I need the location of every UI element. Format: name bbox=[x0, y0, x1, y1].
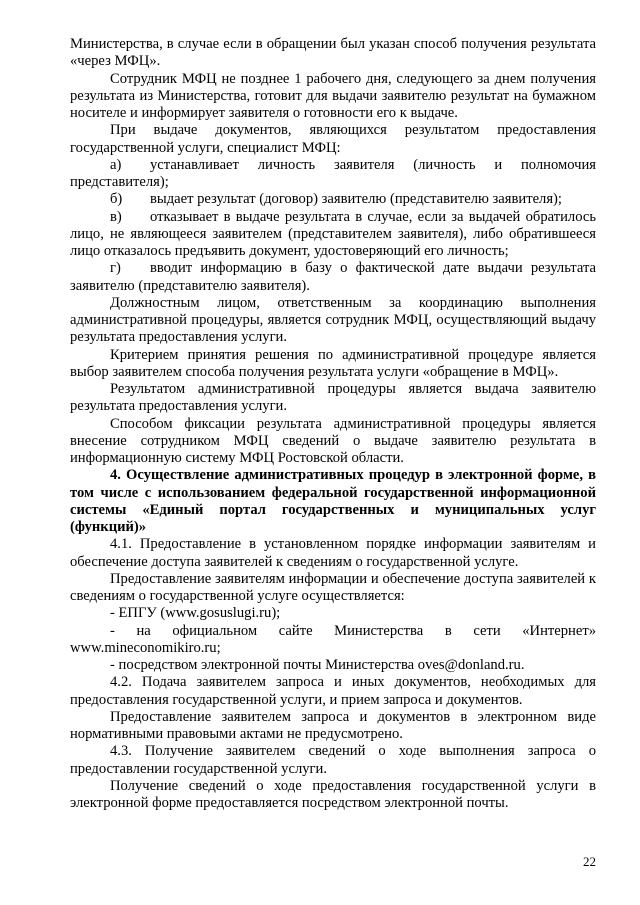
paragraph: Сотрудник МФЦ не позднее 1 рабочего дня, следующего за днем получения результата из Министерства, готовит для выдачи заявителю результат на бумажном носителе и информирует заявителя о готовности его к выдаче. bbox=[70, 70, 596, 121]
paragraph: - ЕПГУ (www.gosuslugi.ru); bbox=[110, 605, 281, 622]
section-heading: 4. Осуществление административных процедур в электронной форме, в том числе с использованием федеральной государственной информационной системы «Единый портал государственных и муниципальных услуг (функций)» bbox=[70, 467, 596, 535]
paragraph: 4.3. Получение заявителем сведений о ходе выполнения запроса о предоставлении государственной услуги. bbox=[70, 743, 596, 777]
paragraph: Министерства, в случае если в обращении был указан способ получения результата «через МФЦ». bbox=[70, 36, 596, 70]
list-item bbox=[70, 209, 596, 261]
list-item-text: устанавливает личность заявителя (личность и полномочия представителя); bbox=[70, 156, 596, 190]
paragraph: Должностным лицом, ответственным за координацию выполнения административной процедуры, является сотрудник МФЦ, осуществляющий выдачу результата предоставления услуги. bbox=[70, 294, 596, 346]
paragraph: 4.2. Подача заявителем запроса и иных документов, необходимых для предоставления государственной услуги, и прием запроса и документов. bbox=[70, 674, 596, 708]
list-marker: в) bbox=[110, 208, 122, 225]
page-number: 22 bbox=[583, 854, 596, 869]
list-marker: б) bbox=[110, 191, 123, 208]
paragraph: При выдаче документов, являющихся результатом предоставления государственной услуги, специалист МФЦ: bbox=[70, 122, 596, 156]
paragraph: Получение сведений о ходе предоставления государственной услуги в электронной форме предоставляется посредством электронной почты. bbox=[70, 777, 596, 811]
list-item-text: выдает результат (договор) заявителю (представителю заявителя); bbox=[150, 191, 562, 208]
paragraph: Критерием принятия решения по административной процедуре является выбор заявителем способа получения результата услуги «обращение в МФЦ». bbox=[70, 346, 596, 380]
paragraph: 4.1. Предоставление в установленном порядке информации заявителям и обеспечение доступа заявителей к сведениям о государственной услуге. bbox=[70, 536, 596, 570]
list-marker: г) bbox=[110, 260, 121, 277]
list-item bbox=[70, 157, 596, 192]
document-body bbox=[70, 36, 596, 812]
paragraph: Результатом административной процедуры является выдача заявителю результата предоставления услуги. bbox=[70, 381, 596, 415]
list-marker: а) bbox=[110, 156, 122, 173]
list-item bbox=[70, 191, 596, 208]
paragraph: Предоставление заявителем запроса и документов в электронном виде нормативными правовыми актами не предусмотрено. bbox=[70, 708, 596, 742]
paragraph: - на официальном сайте Министерства в сети «Интернет» www.mineconomikiro.ru; bbox=[70, 622, 596, 656]
paragraph: Предоставление заявителям информации и обеспечение доступа заявителей к сведениям о государственной услуге осуществляется: bbox=[70, 570, 596, 604]
paragraph: - посредством электронной почты Министерства oves@donland.ru. bbox=[110, 657, 525, 673]
paragraph: Способом фиксации результата административной процедуры является внесение сотрудником МФЦ сведений о выдаче заявителю результата в информационную систему МФЦ Ростовской области. bbox=[70, 415, 596, 466]
list-item bbox=[70, 260, 596, 295]
list-item-text: вводит информацию в базу о фактической дате выдачи результата заявителю (представителю заявителя). bbox=[70, 260, 596, 294]
list-item-text: отказывает в выдаче результата в случае, если за выдачей обратилось лицо, не являющееся заявителем (представителем заявителя), либо обратившееся лицо отказалось предъявить документ, удостоверяющий его личность; bbox=[70, 208, 596, 259]
